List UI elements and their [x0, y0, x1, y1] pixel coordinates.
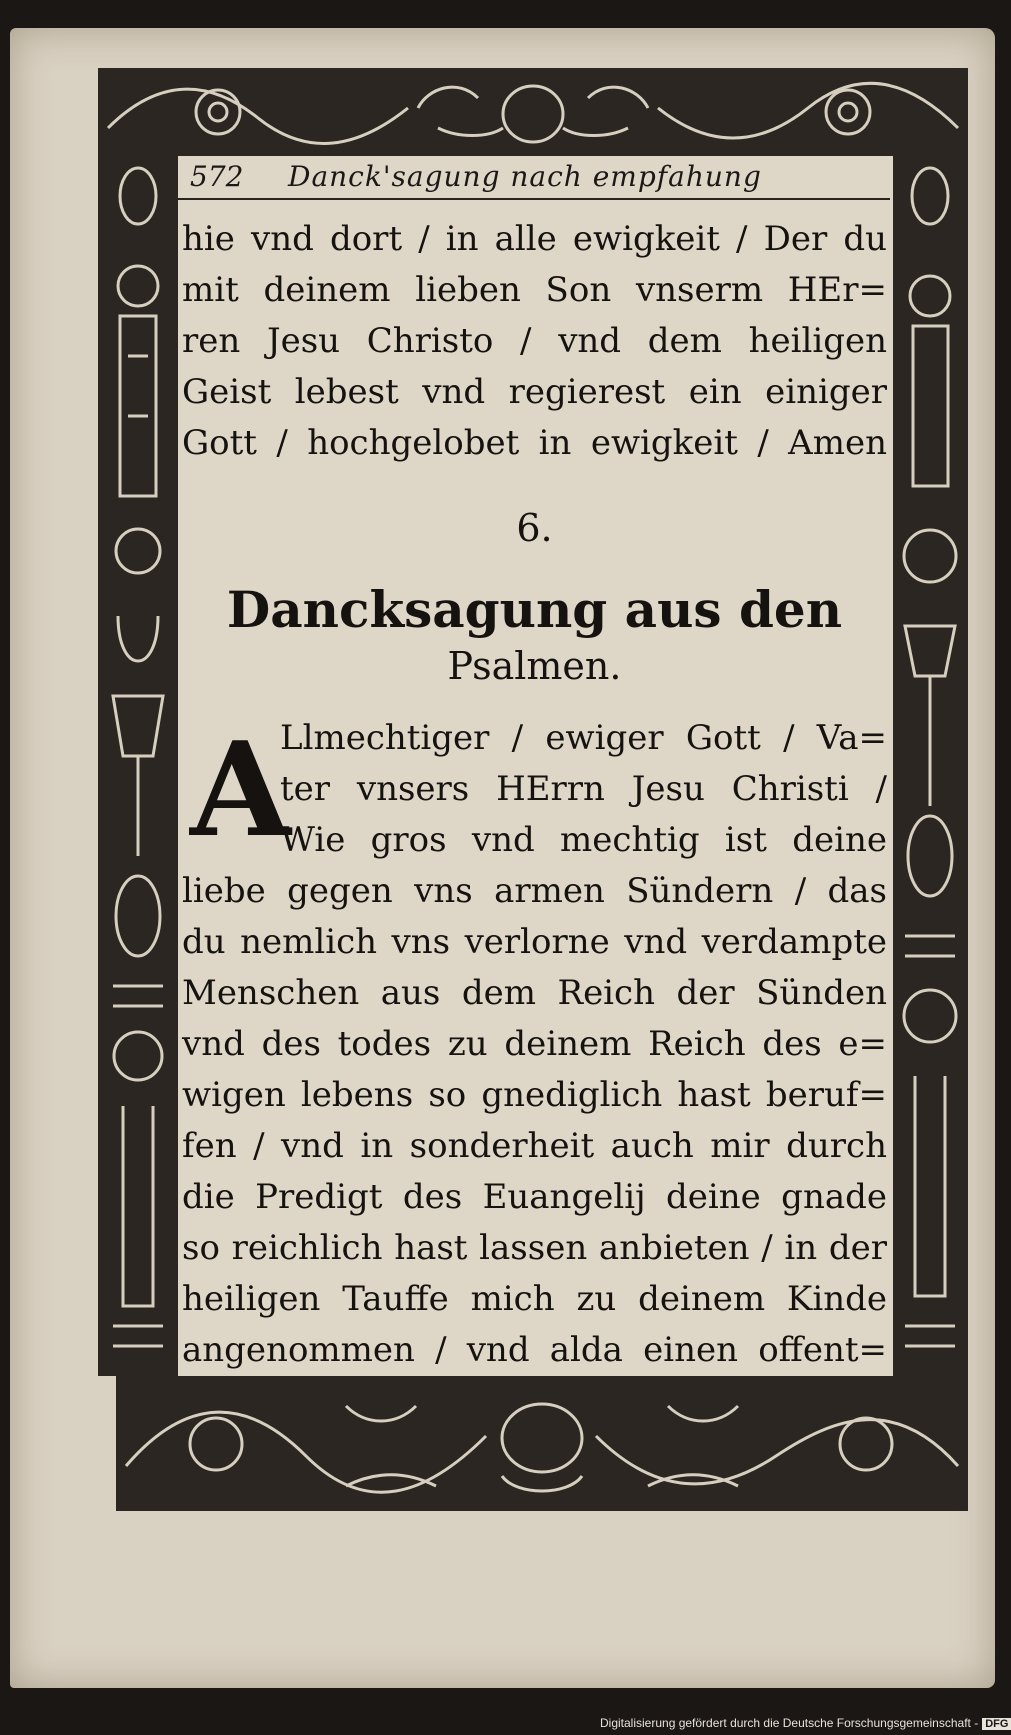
page-number: 572: [190, 160, 244, 193]
text-line: hie vnd dort / in alle ewigkeit / Der du: [182, 219, 887, 259]
running-head: [178, 158, 890, 200]
text-line: Gott / hochgelobet in ewigkeit / Amen: [182, 423, 887, 463]
text-line: Geist lebest vnd regierest ein einiger: [182, 372, 887, 412]
text-line: liebe gegen vns armen Sündern / das: [182, 871, 887, 911]
text-line: heiligen Tauffe mich zu deinem Kinde: [182, 1279, 887, 1319]
credit-text: Digitalisierung gefördert durch die Deutsche Forschungsgemeinschaft -: [600, 1716, 979, 1730]
border-top-ornament: [98, 68, 968, 156]
text-line: die Predigt des Euangelij deine gnade: [182, 1177, 887, 1217]
text-line: vnd des todes zu deinem Reich des e=: [182, 1024, 887, 1064]
text-line: ren Jesu Christo / vnd dem heiligen: [182, 321, 887, 361]
text-line: Wie gros vnd mechtig ist deine: [280, 820, 887, 860]
dfg-logo: DFG: [982, 1718, 1011, 1730]
text-line: Menschen aus dem Reich der Sünden: [182, 973, 887, 1013]
text-line: Llmechtiger / ewiger Gott / Va=: [280, 718, 887, 758]
section-heading: Dancksagung aus den: [226, 580, 843, 639]
text-line: fen / vnd in sonderheit auch mir durch: [182, 1126, 887, 1166]
border-bottom-ornament: [116, 1376, 968, 1511]
text-line: ter vnsers HErrn Jesu Christi /: [280, 769, 887, 809]
border-right-ornament: [893, 156, 968, 1376]
text-line: so reichlich hast lassen anbieten / in der: [182, 1228, 887, 1268]
text-line: mit deinem lieben Son vnserm HEr=: [182, 270, 887, 310]
prayer-number: 6.: [516, 506, 553, 550]
running-title: Danck'sagung nach empfahung: [288, 160, 762, 193]
digitization-credit: [600, 1716, 1011, 1730]
text-line: wigen lebens so gnediglich hast beruf=: [182, 1075, 887, 1115]
text-line: du nemlich vns verlorne vnd verdampte: [182, 922, 887, 962]
section-subheading: Psalmen.: [447, 644, 622, 688]
text-line: angenommen / vnd alda einen offent=: [182, 1330, 887, 1370]
border-left-ornament: [98, 156, 178, 1376]
body-text: [182, 214, 887, 1376]
drop-capital: A: [190, 713, 291, 866]
paragraph-1: [182, 214, 887, 469]
paragraph-2: [182, 713, 887, 1376]
